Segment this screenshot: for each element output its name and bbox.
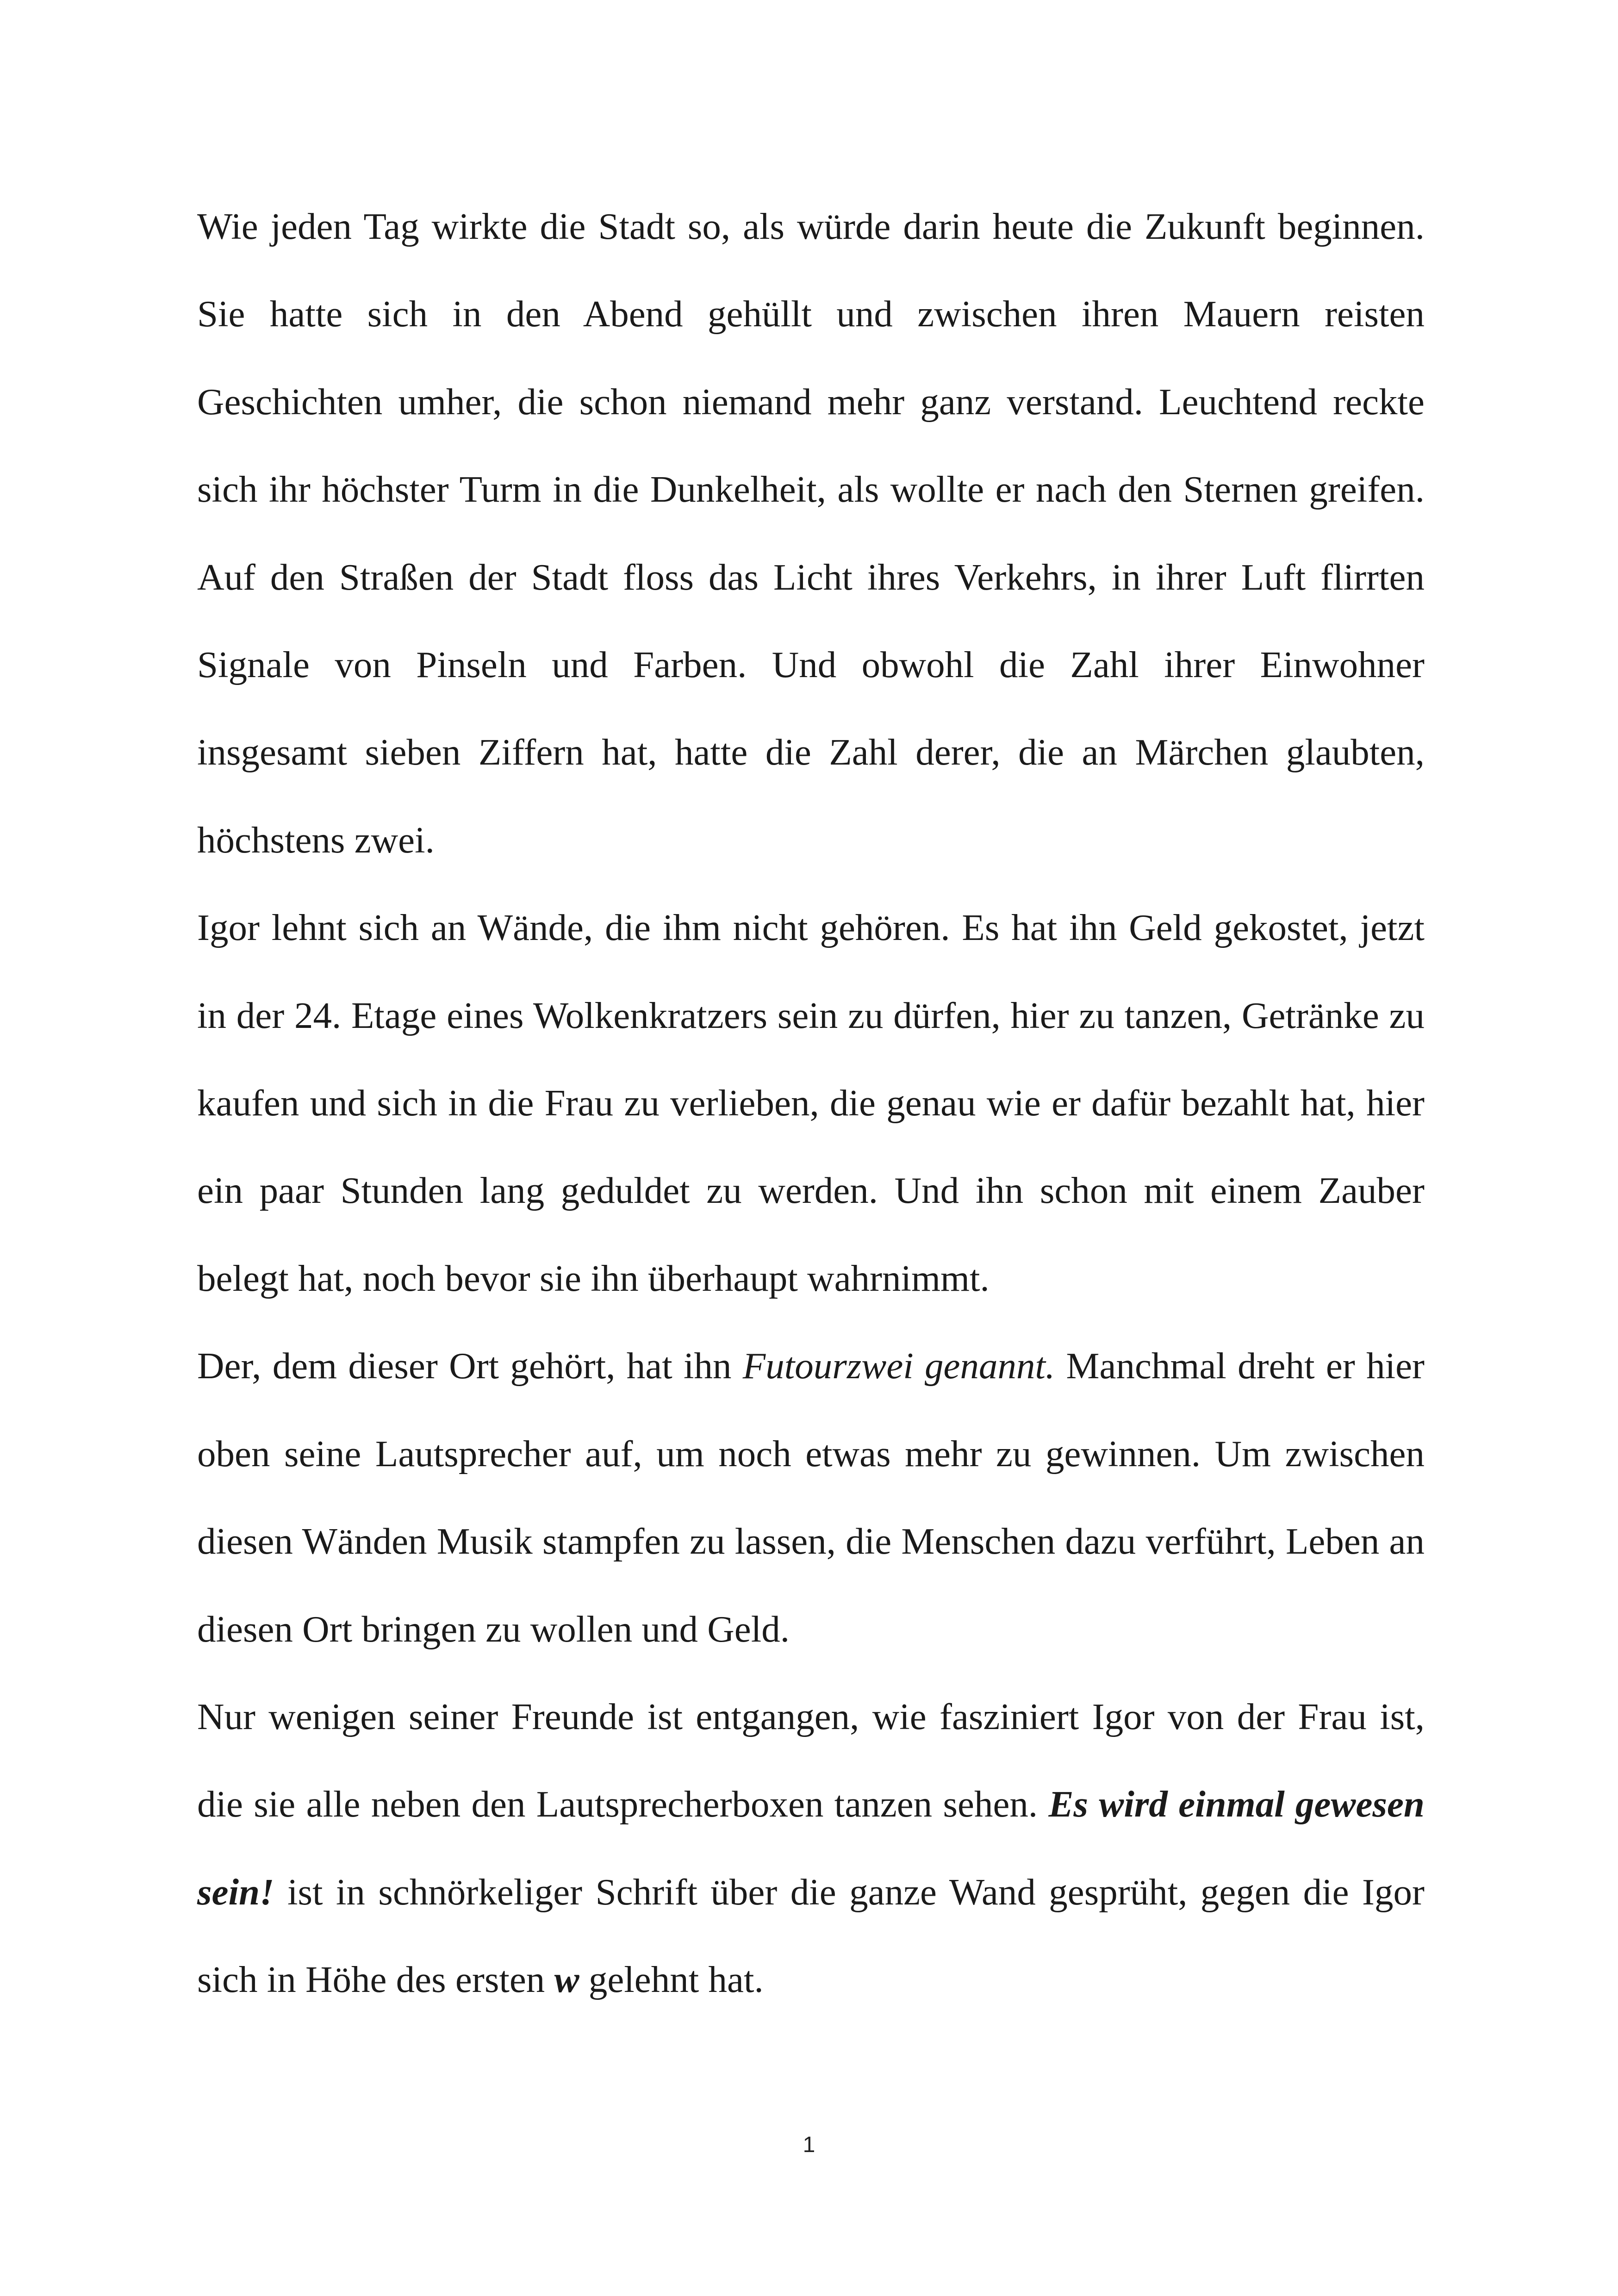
paragraph-owner-text: Der, dem dieser Ort gehört, hat ihn	[197, 1345, 743, 1387]
graffiti-quote: Es wird einmal gewesen sein!	[197, 1783, 1425, 1913]
paragraph-igor: Igor lehnt sich an Wände, die ihm nicht gehören. Es hat ihn Geld gekostet, jetzt in der 24. Etage eines Wolkenkratzers sein zu dürfen, hier zu tanzen, Getränke zu kaufen und sich in die Frau zu verlieben, die genau wie er dafür bezahlt hat, hier ein paar Stunden lang geduldet zu werden. Und ihn schon mit einem Zauber belegt hat, noch bevor sie ihn überhaupt wahrnimmt.	[197, 907, 1425, 1299]
paragraph-friends	[197, 1673, 1425, 2024]
document-body	[197, 183, 1425, 2024]
paragraph-friends-text-end: gelehnt hat.	[579, 1959, 764, 2001]
graffiti-letter-w: w	[554, 1959, 579, 2001]
paragraph-owner-text-rest: Manchmal dreht er hier oben seine Lautsprecher auf, um noch etwas mehr zu gewinnen. Um zwischen diesen Wänden Musik stampfen zu lassen, die Menschen dazu verführt, Leben an diesen Ort bringen zu wollen und Geld.	[197, 1345, 1425, 1650]
club-name-italic: Futourzwei genannt.	[742, 1345, 1055, 1387]
paragraph-friends-text-middle: ist in schnörkeliger Schrift über die ganze Wand gesprüht, gegen die Igor sich in Höhe des ersten	[197, 1871, 1425, 2001]
paragraph-city: Wie jeden Tag wirkte die Stadt so, als würde darin heute die Zukunft beginnen. Sie hatte sich in den Abend gehüllt und zwischen ihren Mauern reisten Geschichten umher, die schon niemand mehr ganz verstand. Leuchtend reckte sich ihr höchster Turm in die Dunkelheit, als wollte er nach den Sternen greifen. Auf den Straßen der Stadt floss das Licht ihres Verkehrs, in ihrer Luft flirrten Signale von Pinseln und Farben. Und obwohl die Zahl ihrer Einwohner insgesamt sieben Ziffern hat, hatte die Zahl derer, die an Märchen glaubten, höchstens zwei.	[197, 205, 1425, 861]
paragraph-owner	[197, 1322, 1425, 1673]
page-number: 1	[803, 2133, 815, 2157]
paragraph-friends-text: Nur wenigen seiner Freunde ist entgangen, wie fasziniert Igor von der Frau ist, die sie alle neben den Lautsprecherboxen tanzen sehen.	[197, 1695, 1425, 1825]
